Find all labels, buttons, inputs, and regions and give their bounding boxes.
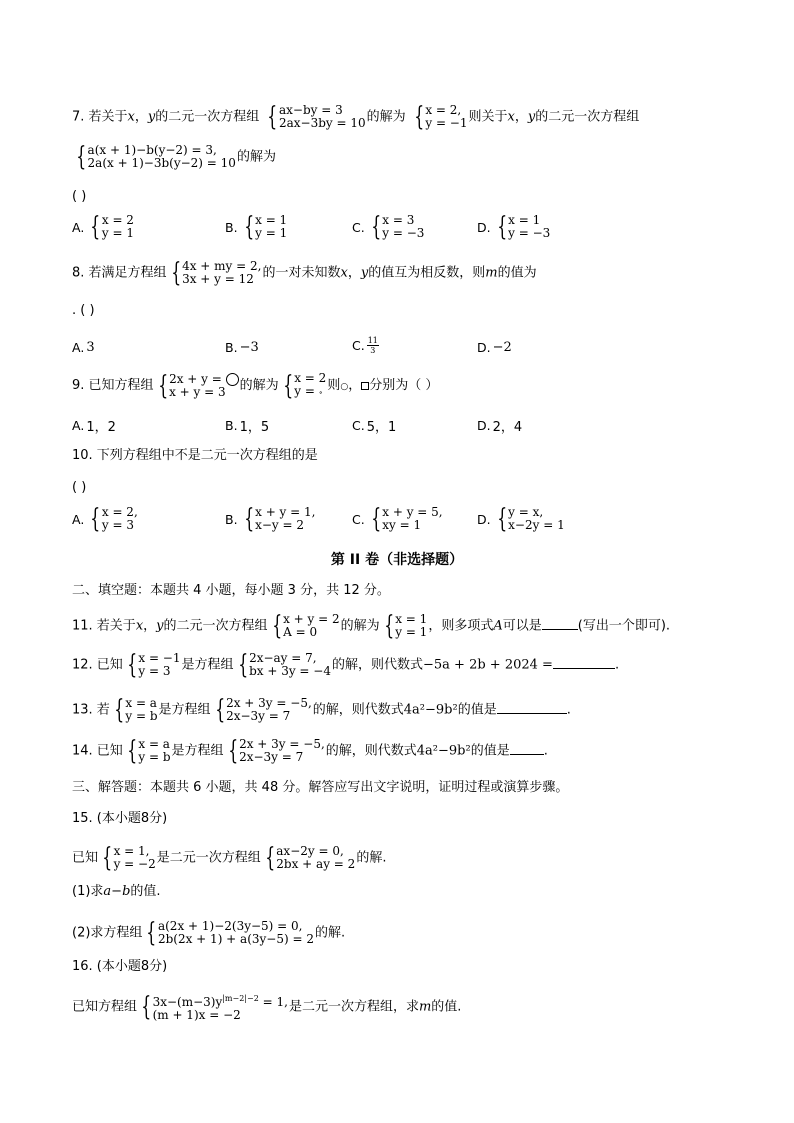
option-row: x = 3	[382, 213, 415, 227]
q15-part1	[72, 885, 161, 898]
q15-part2	[72, 920, 345, 946]
option-label: D.	[477, 418, 491, 433]
q7-sol-row1: x = 2,	[425, 103, 462, 117]
q14-expression: 4a²−9b²	[416, 743, 471, 759]
q15-lead: 已知	[72, 850, 99, 866]
q15-system: { ax−2y = 0, 2bx + ay = 2	[265, 843, 356, 873]
q7-sys2-row1: a(x + 1)−b(y−2) = 3,	[87, 143, 217, 157]
q15-sys-row2: 2bx + ay = 2	[276, 857, 356, 871]
q16-sys-row2: (m + 1)x = −2	[152, 1008, 241, 1022]
option-label: C.	[352, 338, 365, 353]
q16-tail2: 的值.	[431, 999, 462, 1015]
q12-system: { 2x−ay = 7, bx + 3y = −4	[237, 650, 331, 680]
q14-end: .	[543, 743, 548, 759]
q14-line	[72, 738, 548, 764]
option-row: x + y = 5,	[382, 505, 443, 519]
fraction-denominator: 3	[370, 346, 376, 355]
q8-sep: ，	[347, 265, 361, 281]
option-row: x = 2	[101, 213, 134, 227]
q7-sep2: ，	[514, 109, 528, 125]
q11-mid3: ，则多项式	[428, 618, 494, 634]
q7-tail: 的解为	[236, 149, 276, 165]
q8-y: y	[360, 265, 369, 281]
q12-solution: { x = −1 y = 3	[127, 650, 181, 680]
q7-paren: ( )	[72, 189, 87, 204]
q13-end: .	[566, 702, 571, 718]
q7-solution: { x = 2, y = −1	[414, 102, 468, 132]
q11-sol-row2: y = 1	[395, 625, 428, 639]
q9-system: { 2x + y = x + y = 3	[155, 373, 239, 399]
section2-heading: 二、填空题：本题共 4 小题，每小题 3 分，共 12 分。	[72, 583, 390, 598]
q8-paren: . ( )	[72, 303, 95, 318]
section3-heading: 三、解答题：本题共 6 小题，共 48 分。解答应写出文字说明，证明过程或演算步骤。	[72, 780, 569, 795]
option-label: B.	[225, 511, 238, 527]
q11-solution: { x = 1 y = 1	[383, 611, 428, 641]
q11-x: x	[135, 618, 144, 634]
option-label: B.	[225, 219, 238, 235]
q15-p2-row2: 2b(2x + 1) + a(3y−5) = 2	[157, 932, 314, 946]
q16-lead: 已知方程组	[72, 999, 138, 1015]
q11-y: y	[156, 618, 164, 634]
q7-option-c[interactable]: C. { x = 3 y = −3	[352, 212, 425, 242]
q8-tail1: 的一对未知数	[262, 265, 341, 281]
q13-solution: { x = a y = b	[114, 695, 158, 725]
q9-tail1: 则	[327, 378, 341, 393]
q11-mid1: 的二元一次方程组	[163, 618, 268, 634]
option-row: y = x,	[508, 505, 544, 519]
q7-y2: y	[527, 109, 536, 125]
q9-mid: 的解为	[239, 378, 279, 393]
option-value: −2	[492, 340, 512, 355]
q11-answer-blank[interactable]	[542, 629, 578, 630]
q9-option-a[interactable]	[72, 416, 116, 435]
option-label: D.	[477, 511, 491, 527]
square-placeholder-icon	[361, 382, 369, 390]
q8-system: { 4x + my = 2, 3x + y = 12	[170, 258, 262, 288]
q13-sys-row1: 2x + 3y = −5,	[226, 696, 312, 710]
q12-sol-row1: x = −1	[138, 651, 181, 665]
q12-line	[72, 652, 619, 678]
q15-sol-row1: x = 1,	[113, 844, 150, 858]
q13-system: { 2x + 3y = −5, 2x−3y = 7	[214, 695, 312, 725]
q13-expression: 4a²−9b²	[403, 702, 458, 718]
q7-sys2-row2: 2a(x + 1)−3b(y−2) = 10	[87, 156, 236, 170]
option-label: C.	[352, 418, 365, 433]
option-value: 1，2	[86, 420, 116, 435]
q8-sys-row2: 3x + y = 12	[182, 272, 254, 286]
option-value: 1，5	[239, 420, 270, 435]
option-row: xy = 1	[382, 518, 422, 532]
option-label: B.	[225, 340, 238, 355]
q14-sol-row2: y = b	[138, 750, 171, 764]
q11-tail: 可以是	[502, 618, 542, 634]
circle-small-icon: ○	[340, 382, 349, 392]
option-value: −3	[239, 340, 259, 355]
option-row: x = 1	[255, 213, 288, 227]
q15-p1b: 的值.	[130, 884, 161, 899]
option-label: B.	[225, 418, 238, 433]
q16-sys-row1a: 3x−(m−3)y	[152, 995, 223, 1009]
q7-x: x	[127, 109, 135, 125]
option-row: x + y = 1,	[255, 505, 316, 519]
q7-option-a[interactable]: A. { x = 2 y = 1	[72, 212, 134, 242]
q14-lead: 14. 已知	[72, 743, 123, 759]
q11-sep: ，	[143, 618, 157, 634]
option-label: C.	[352, 511, 365, 527]
q10-option-a[interactable]: A. { x = 2, y = 3	[72, 504, 138, 534]
q12-mid: 是方程组	[181, 657, 234, 673]
q13-sol-row2: y = b	[125, 709, 158, 723]
q8-option-a[interactable]	[72, 340, 95, 355]
q12-end: .	[614, 657, 620, 673]
q7-y: y	[147, 109, 156, 125]
option-row: x−2y = 1	[508, 518, 565, 532]
q12-lead: 12. 已知	[72, 657, 123, 673]
q11-sys-row2: A = 0	[283, 625, 318, 639]
option-row: x−y = 2	[255, 518, 305, 532]
option-fraction	[367, 336, 379, 355]
q14-mid: 是方程组	[171, 743, 224, 759]
q11-mid2: 的解为	[340, 618, 380, 634]
option-label: A.	[72, 219, 85, 235]
q9-tail3: 分别为（ ）	[369, 378, 439, 393]
q15-p2-row1: a(2x + 1)−2(3y−5) = 0,	[157, 919, 303, 933]
q11-sol-row1: x = 1	[395, 612, 428, 626]
q16-head: 16. (本小题8分)	[72, 959, 168, 974]
q13-mid: 是方程组	[158, 702, 211, 718]
q7-sys1-row2: 2ax−3by = 10	[278, 116, 366, 130]
q13-tail2: 的值是	[457, 702, 497, 718]
option-value: 2，4	[492, 420, 523, 435]
q9-sol-row2: y =	[294, 384, 319, 398]
q15-solution: { x = 1, y = −2	[102, 843, 156, 873]
q14-tail: 的解，则代数式	[325, 743, 417, 759]
q14-solution: { x = a y = b	[127, 736, 171, 766]
option-value: 3	[86, 340, 95, 355]
q14-system: { 2x + 3y = −5, 2x−3y = 7	[227, 736, 325, 766]
q7-lead: 7. 若关于	[72, 109, 128, 125]
option-label: D.	[477, 219, 491, 235]
q8-option-b[interactable]	[225, 340, 259, 355]
q9-option-c[interactable]	[352, 416, 396, 435]
q9-line1	[72, 372, 438, 399]
q12-expression: −5a + 2b + 2024 =	[423, 657, 553, 673]
q7-sep: ，	[134, 109, 148, 125]
q7-mid2: 的解为	[366, 109, 406, 125]
q7-line1	[72, 104, 639, 130]
q12-tail: 的解，则代数式	[331, 657, 423, 673]
q13-sol-row1: x = a	[125, 696, 157, 710]
q16-sys-row1b: = 1,	[258, 995, 288, 1009]
q15-tail: 的解.	[356, 850, 387, 866]
q8-tail3: 的值为	[497, 265, 537, 281]
q8-tail2: 的值互为相反数，则	[368, 265, 486, 281]
q9-lead: 9. 已知方程组	[72, 378, 154, 393]
option-label: A.	[72, 511, 85, 527]
q8-option-c[interactable]	[352, 336, 379, 355]
q11-line	[72, 613, 670, 639]
q7-system2: { a(x + 1)−b(y−2) = 3, 2a(x + 1)−3b(y−2) = 10	[76, 142, 236, 172]
q14-tail2: 的值是	[470, 743, 510, 759]
option-value: 5，1	[366, 420, 397, 435]
q16-line	[72, 992, 461, 1022]
q13-tail: 的解，则代数式	[312, 702, 404, 718]
q13-lead: 13. 若	[72, 702, 110, 718]
option-row: y = 1	[101, 226, 134, 240]
q16-system: { $3x-(m-3)y^{|m-2|-2} = 1$, (m + 1)x = −2	[141, 992, 288, 1022]
q8-lead: 8. 若满足方程组	[72, 265, 167, 281]
q12-sol-row2: y = 3	[138, 664, 171, 678]
q15-p1-expression: a−b	[103, 884, 131, 899]
q7-option-b[interactable]: B. { x = 1 y = 1	[225, 212, 288, 242]
q15-sol-row2: y = −2	[113, 857, 156, 871]
q7-system1: { ax−by = 3 2ax−3by = 10	[267, 102, 366, 132]
option-row: x = 1	[508, 213, 541, 227]
q10-text: 10. 下列方程组中不是二元一次方程组的是	[72, 448, 318, 463]
q15-p1a: (1)求	[72, 884, 104, 899]
q15-p2a: (2)求方程组	[72, 925, 143, 941]
q14-answer-blank[interactable]	[510, 754, 544, 755]
q7-x2: x	[507, 109, 515, 125]
q13-sys-row2: 2x−3y = 7	[226, 709, 291, 723]
option-row: y = −3	[508, 226, 551, 240]
q15-sys-row1: ax−2y = 0,	[276, 844, 344, 858]
q9-tail2: ，	[348, 378, 362, 393]
q16-tail1: 是二元一次方程组，求	[288, 999, 419, 1015]
q7-option-d[interactable]: D. { x = 1 y = −3	[477, 212, 551, 242]
option-row: y = 3	[101, 518, 134, 532]
q14-sol-row1: x = a	[138, 737, 170, 751]
option-row: y = −3	[382, 226, 425, 240]
q9-solution: { x = 2 y = ∘	[282, 370, 327, 401]
q15-p2b: 的解.	[315, 925, 346, 941]
q7-sys1-row1: ax−by = 3	[278, 103, 343, 117]
q13-answer-blank[interactable]	[497, 713, 567, 714]
q13-line	[72, 697, 571, 723]
q9-option-b[interactable]	[225, 416, 269, 435]
q8-x: x	[340, 265, 348, 281]
option-row: y = 1	[255, 226, 288, 240]
q16-sys-exponent: |m−2|−2	[222, 994, 259, 1003]
q12-sys-row2: bx + 3y = −4	[249, 664, 331, 678]
q8-line1	[72, 260, 537, 286]
q9-sys-row1: 2x + y =	[169, 371, 226, 386]
q10-option-b[interactable]: B. { x + y = 1, x−y = 2	[225, 504, 316, 534]
q7-mid1: 的二元一次方程组	[155, 109, 260, 125]
q7-mid4: 的二元一次方程组	[535, 109, 640, 125]
q11-tail2: (写出一个即可).	[577, 618, 671, 634]
part2-title: 第 II 卷（非选择题）	[330, 552, 464, 568]
q14-sys-row1: 2x + 3y = −5,	[239, 737, 325, 751]
circle-placeholder-icon	[226, 373, 239, 386]
q9-sys-row2: x + y = 3	[169, 384, 226, 399]
q11-sys-row1: x + y = 2	[283, 612, 340, 626]
q14-sys-row2: 2x−3y = 7	[239, 750, 304, 764]
q16-m: m	[418, 999, 432, 1015]
q11-lead: 11. 若关于	[72, 618, 136, 634]
option-row: x = 2,	[101, 505, 138, 519]
q9-option-d[interactable]	[477, 416, 522, 435]
q12-answer-blank[interactable]	[553, 668, 615, 669]
option-label: D.	[477, 340, 491, 355]
q8-option-d[interactable]	[477, 340, 512, 355]
q8-sys-row1: 4x + my = 2,	[182, 259, 262, 273]
q7-line2	[72, 144, 276, 170]
option-label: A.	[72, 418, 85, 433]
q10-option-d[interactable]: D. { y = x, x−2y = 1	[477, 504, 565, 534]
q12-sys-row1: 2x−ay = 7,	[249, 651, 317, 665]
q7-sol-row2: y = −1	[425, 116, 468, 130]
q7-mid3: 则关于	[468, 109, 508, 125]
q9-sol-row1: x = 2	[294, 371, 327, 385]
q11-system: { x + y = 2 A = 0	[271, 611, 340, 641]
q8-m: m	[485, 265, 498, 281]
option-label: A.	[72, 340, 85, 355]
q10-paren: ( )	[72, 480, 87, 495]
q15-p2-system: { a(2x + 1)−2(3y−5) = 0, 2b(2x + 1) + a(3y−5) = 2	[146, 918, 314, 948]
q15-mid: 是二元一次方程组	[156, 850, 261, 866]
q11-a: A	[493, 618, 503, 634]
option-label: C.	[352, 219, 365, 235]
q15-head: 15. (本小题8分)	[72, 811, 168, 826]
fraction-numerator: 11	[367, 336, 378, 345]
q15-line	[72, 845, 386, 871]
q10-option-c[interactable]: C. { x + y = 5, xy = 1	[352, 504, 443, 534]
